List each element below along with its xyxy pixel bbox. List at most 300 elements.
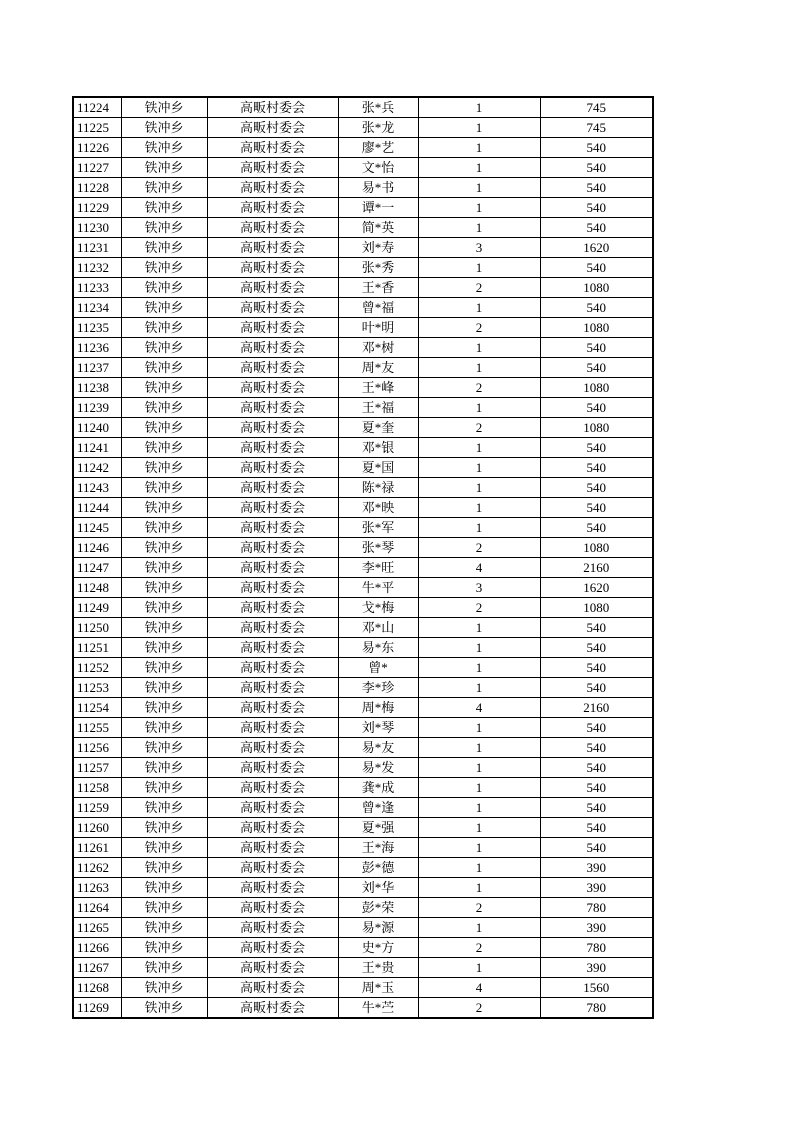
cell-village-committee: 高畈村委会 (207, 838, 338, 858)
cell-village-committee: 高畈村委会 (207, 878, 338, 898)
cell-township: 铁冲乡 (121, 778, 207, 798)
cell-record-id: 11259 (73, 798, 121, 818)
cell-person-count: 3 (418, 238, 540, 258)
table-row (73, 158, 653, 178)
cell-township: 铁冲乡 (121, 898, 207, 918)
cell-person-name: 易*友 (338, 738, 418, 758)
cell-village-committee: 高畈村委会 (207, 378, 338, 398)
cell-village-committee: 高畈村委会 (207, 618, 338, 638)
table-row (73, 518, 653, 538)
cell-person-count: 1 (418, 738, 540, 758)
cell-village-committee: 高畈村委会 (207, 898, 338, 918)
table-row (73, 558, 653, 578)
cell-record-id: 11225 (73, 118, 121, 138)
cell-person-count: 1 (418, 358, 540, 378)
cell-township: 铁冲乡 (121, 378, 207, 398)
cell-record-id: 11226 (73, 138, 121, 158)
cell-amount: 390 (540, 958, 653, 978)
cell-person-count: 1 (418, 918, 540, 938)
cell-village-committee: 高畈村委会 (207, 338, 338, 358)
cell-amount: 540 (540, 438, 653, 458)
cell-record-id: 11238 (73, 378, 121, 398)
cell-amount: 1560 (540, 978, 653, 998)
cell-person-name: 曾*逢 (338, 798, 418, 818)
cell-person-count: 1 (418, 818, 540, 838)
cell-village-committee: 高畈村委会 (207, 918, 338, 938)
cell-village-committee: 高畈村委会 (207, 138, 338, 158)
cell-township: 铁冲乡 (121, 838, 207, 858)
table-row (73, 958, 653, 978)
cell-village-committee: 高畈村委会 (207, 218, 338, 238)
cell-township: 铁冲乡 (121, 278, 207, 298)
cell-person-name: 王*福 (338, 398, 418, 418)
cell-person-count: 4 (418, 698, 540, 718)
cell-amount: 540 (540, 398, 653, 418)
cell-township: 铁冲乡 (121, 178, 207, 198)
cell-record-id: 11245 (73, 518, 121, 538)
cell-person-name: 王*香 (338, 278, 418, 298)
cell-amount: 540 (540, 818, 653, 838)
cell-record-id: 11267 (73, 958, 121, 978)
table-row (73, 818, 653, 838)
table-row (73, 198, 653, 218)
cell-village-committee: 高畈村委会 (207, 578, 338, 598)
cell-township: 铁冲乡 (121, 138, 207, 158)
cell-amount: 2160 (540, 558, 653, 578)
table-row (73, 858, 653, 878)
cell-township: 铁冲乡 (121, 578, 207, 598)
cell-village-committee: 高畈村委会 (207, 778, 338, 798)
cell-record-id: 11269 (73, 998, 121, 1019)
cell-township: 铁冲乡 (121, 438, 207, 458)
cell-amount: 745 (540, 97, 653, 118)
cell-person-name: 彭*荣 (338, 898, 418, 918)
cell-township: 铁冲乡 (121, 678, 207, 698)
cell-person-count: 1 (418, 438, 540, 458)
cell-village-committee: 高畈村委会 (207, 118, 338, 138)
cell-amount: 540 (540, 218, 653, 238)
table-row (73, 418, 653, 438)
roster-table-body (73, 97, 653, 1018)
cell-township: 铁冲乡 (121, 398, 207, 418)
cell-person-name: 陈*禄 (338, 478, 418, 498)
cell-township: 铁冲乡 (121, 878, 207, 898)
cell-person-count: 1 (418, 778, 540, 798)
cell-record-id: 11234 (73, 298, 121, 318)
cell-person-name: 戈*梅 (338, 598, 418, 618)
cell-township: 铁冲乡 (121, 718, 207, 738)
cell-person-count: 1 (418, 478, 540, 498)
cell-village-committee: 高畈村委会 (207, 498, 338, 518)
cell-amount: 780 (540, 998, 653, 1019)
cell-person-name: 王*贵 (338, 958, 418, 978)
table-row (73, 778, 653, 798)
cell-township: 铁冲乡 (121, 658, 207, 678)
cell-person-name: 张*琴 (338, 538, 418, 558)
cell-amount: 1080 (540, 378, 653, 398)
cell-person-name: 曾* (338, 658, 418, 678)
cell-village-committee: 高畈村委会 (207, 658, 338, 678)
cell-record-id: 11232 (73, 258, 121, 278)
cell-person-name: 张*兵 (338, 97, 418, 118)
table-row (73, 938, 653, 958)
table-row (73, 218, 653, 238)
cell-township: 铁冲乡 (121, 338, 207, 358)
cell-person-name: 谭*一 (338, 198, 418, 218)
cell-person-name: 邓*银 (338, 438, 418, 458)
cell-amount: 540 (540, 758, 653, 778)
cell-amount: 1620 (540, 578, 653, 598)
cell-village-committee: 高畈村委会 (207, 298, 338, 318)
cell-person-count: 1 (418, 878, 540, 898)
cell-person-name: 刘*寿 (338, 238, 418, 258)
cell-village-committee: 高畈村委会 (207, 958, 338, 978)
cell-record-id: 11257 (73, 758, 121, 778)
cell-village-committee: 高畈村委会 (207, 158, 338, 178)
cell-person-count: 1 (418, 838, 540, 858)
cell-person-count: 1 (418, 518, 540, 538)
cell-township: 铁冲乡 (121, 118, 207, 138)
cell-amount: 1080 (540, 418, 653, 438)
cell-village-committee: 高畈村委会 (207, 558, 338, 578)
table-row (73, 398, 653, 418)
cell-person-count: 1 (418, 258, 540, 278)
cell-amount: 540 (540, 678, 653, 698)
cell-township: 铁冲乡 (121, 358, 207, 378)
cell-amount: 540 (540, 798, 653, 818)
cell-village-committee: 高畈村委会 (207, 358, 338, 378)
cell-township: 铁冲乡 (121, 158, 207, 178)
cell-person-name: 易*东 (338, 638, 418, 658)
cell-person-name: 邓*树 (338, 338, 418, 358)
cell-person-count: 2 (418, 598, 540, 618)
cell-village-committee: 高畈村委会 (207, 798, 338, 818)
cell-township: 铁冲乡 (121, 238, 207, 258)
table-row (73, 498, 653, 518)
cell-person-name: 邓*山 (338, 618, 418, 638)
cell-amount: 1620 (540, 238, 653, 258)
cell-record-id: 11255 (73, 718, 121, 738)
cell-person-name: 夏*国 (338, 458, 418, 478)
cell-village-committee: 高畈村委会 (207, 638, 338, 658)
cell-record-id: 11235 (73, 318, 121, 338)
cell-person-count: 1 (418, 138, 540, 158)
cell-amount: 1080 (540, 318, 653, 338)
cell-person-name: 刘*华 (338, 878, 418, 898)
cell-township: 铁冲乡 (121, 97, 207, 118)
cell-amount: 540 (540, 658, 653, 678)
cell-amount: 540 (540, 478, 653, 498)
cell-amount: 540 (540, 298, 653, 318)
cell-township: 铁冲乡 (121, 958, 207, 978)
cell-record-id: 11261 (73, 838, 121, 858)
cell-person-count: 1 (418, 338, 540, 358)
table-row (73, 578, 653, 598)
cell-amount: 2160 (540, 698, 653, 718)
cell-person-count: 1 (418, 958, 540, 978)
table-row (73, 478, 653, 498)
cell-person-count: 1 (418, 298, 540, 318)
cell-record-id: 11244 (73, 498, 121, 518)
cell-village-committee: 高畈村委会 (207, 518, 338, 538)
cell-person-name: 李*旺 (338, 558, 418, 578)
cell-record-id: 11237 (73, 358, 121, 378)
table-row (73, 258, 653, 278)
cell-amount: 390 (540, 918, 653, 938)
table-row (73, 898, 653, 918)
cell-record-id: 11263 (73, 878, 121, 898)
cell-township: 铁冲乡 (121, 798, 207, 818)
cell-record-id: 11251 (73, 638, 121, 658)
cell-person-name: 廖*艺 (338, 138, 418, 158)
cell-person-name: 张*龙 (338, 118, 418, 138)
cell-village-committee: 高畈村委会 (207, 998, 338, 1019)
cell-record-id: 11264 (73, 898, 121, 918)
cell-person-count: 1 (418, 858, 540, 878)
cell-record-id: 11239 (73, 398, 121, 418)
table-row (73, 598, 653, 618)
cell-village-committee: 高畈村委会 (207, 318, 338, 338)
cell-amount: 1080 (540, 598, 653, 618)
table-row (73, 758, 653, 778)
cell-person-count: 2 (418, 418, 540, 438)
cell-township: 铁冲乡 (121, 638, 207, 658)
table-row (73, 458, 653, 478)
cell-amount: 1080 (540, 538, 653, 558)
cell-person-count: 4 (418, 558, 540, 578)
cell-person-count: 1 (418, 218, 540, 238)
cell-amount: 540 (540, 458, 653, 478)
cell-township: 铁冲乡 (121, 918, 207, 938)
cell-amount: 540 (540, 138, 653, 158)
table-row (73, 798, 653, 818)
cell-amount: 540 (540, 778, 653, 798)
cell-record-id: 11252 (73, 658, 121, 678)
cell-amount: 540 (540, 258, 653, 278)
cell-township: 铁冲乡 (121, 218, 207, 238)
cell-record-id: 11268 (73, 978, 121, 998)
cell-village-committee: 高畈村委会 (207, 678, 338, 698)
cell-person-count: 1 (418, 97, 540, 118)
table-row (73, 738, 653, 758)
table-row (73, 878, 653, 898)
cell-township: 铁冲乡 (121, 978, 207, 998)
cell-person-name: 叶*明 (338, 318, 418, 338)
cell-amount: 540 (540, 338, 653, 358)
cell-record-id: 11262 (73, 858, 121, 878)
cell-village-committee: 高畈村委会 (207, 278, 338, 298)
cell-person-name: 牛*苎 (338, 998, 418, 1019)
cell-township: 铁冲乡 (121, 458, 207, 478)
cell-amount: 780 (540, 938, 653, 958)
cell-village-committee: 高畈村委会 (207, 97, 338, 118)
cell-township: 铁冲乡 (121, 538, 207, 558)
cell-amount: 540 (540, 178, 653, 198)
roster-table (72, 96, 654, 1019)
table-row (73, 618, 653, 638)
cell-record-id: 11253 (73, 678, 121, 698)
cell-person-name: 史*方 (338, 938, 418, 958)
cell-person-count: 1 (418, 178, 540, 198)
cell-village-committee: 高畈村委会 (207, 178, 338, 198)
cell-person-count: 1 (418, 398, 540, 418)
cell-village-committee: 高畈村委会 (207, 858, 338, 878)
cell-record-id: 11227 (73, 158, 121, 178)
cell-township: 铁冲乡 (121, 498, 207, 518)
cell-person-count: 1 (418, 498, 540, 518)
cell-person-count: 1 (418, 198, 540, 218)
cell-person-count: 4 (418, 978, 540, 998)
cell-record-id: 11256 (73, 738, 121, 758)
table-row (73, 97, 653, 118)
cell-person-count: 1 (418, 658, 540, 678)
cell-township: 铁冲乡 (121, 858, 207, 878)
table-row (73, 238, 653, 258)
cell-record-id: 11233 (73, 278, 121, 298)
cell-record-id: 11248 (73, 578, 121, 598)
cell-person-count: 1 (418, 158, 540, 178)
cell-person-count: 1 (418, 798, 540, 818)
cell-person-count: 1 (418, 638, 540, 658)
cell-amount: 540 (540, 358, 653, 378)
cell-amount: 540 (540, 518, 653, 538)
cell-record-id: 11265 (73, 918, 121, 938)
cell-village-committee: 高畈村委会 (207, 418, 338, 438)
cell-record-id: 11229 (73, 198, 121, 218)
cell-person-count: 2 (418, 998, 540, 1019)
table-row (73, 178, 653, 198)
cell-township: 铁冲乡 (121, 198, 207, 218)
cell-amount: 540 (540, 198, 653, 218)
cell-record-id: 11258 (73, 778, 121, 798)
cell-amount: 745 (540, 118, 653, 138)
cell-amount: 390 (540, 858, 653, 878)
cell-person-name: 易*源 (338, 918, 418, 938)
cell-amount: 540 (540, 158, 653, 178)
cell-township: 铁冲乡 (121, 698, 207, 718)
table-row (73, 718, 653, 738)
cell-township: 铁冲乡 (121, 418, 207, 438)
cell-record-id: 11247 (73, 558, 121, 578)
cell-person-count: 1 (418, 758, 540, 778)
table-row (73, 358, 653, 378)
cell-township: 铁冲乡 (121, 598, 207, 618)
cell-person-name: 彭*德 (338, 858, 418, 878)
table-row (73, 118, 653, 138)
cell-person-name: 周*友 (338, 358, 418, 378)
table-row (73, 978, 653, 998)
cell-person-count: 2 (418, 378, 540, 398)
cell-person-count: 1 (418, 118, 540, 138)
cell-village-committee: 高畈村委会 (207, 718, 338, 738)
cell-village-committee: 高畈村委会 (207, 978, 338, 998)
cell-person-name: 张*秀 (338, 258, 418, 278)
cell-record-id: 11249 (73, 598, 121, 618)
cell-village-committee: 高畈村委会 (207, 458, 338, 478)
cell-village-committee: 高畈村委会 (207, 598, 338, 618)
cell-person-name: 邓*映 (338, 498, 418, 518)
cell-township: 铁冲乡 (121, 298, 207, 318)
cell-record-id: 11240 (73, 418, 121, 438)
table-row (73, 698, 653, 718)
cell-person-name: 刘*琴 (338, 718, 418, 738)
cell-person-name: 文*怡 (338, 158, 418, 178)
cell-person-count: 2 (418, 898, 540, 918)
cell-person-count: 2 (418, 938, 540, 958)
cell-village-committee: 高畈村委会 (207, 698, 338, 718)
table-row (73, 658, 653, 678)
table-row (73, 918, 653, 938)
cell-township: 铁冲乡 (121, 998, 207, 1019)
cell-person-count: 1 (418, 458, 540, 478)
table-row (73, 538, 653, 558)
cell-amount: 540 (540, 838, 653, 858)
cell-amount: 1080 (540, 278, 653, 298)
table-row (73, 638, 653, 658)
cell-village-committee: 高畈村委会 (207, 758, 338, 778)
cell-record-id: 11241 (73, 438, 121, 458)
cell-township: 铁冲乡 (121, 518, 207, 538)
cell-village-committee: 高畈村委会 (207, 398, 338, 418)
cell-record-id: 11250 (73, 618, 121, 638)
cell-person-name: 张*军 (338, 518, 418, 538)
table-row (73, 678, 653, 698)
cell-record-id: 11228 (73, 178, 121, 198)
cell-record-id: 11242 (73, 458, 121, 478)
cell-person-name: 李*珍 (338, 678, 418, 698)
table-row (73, 338, 653, 358)
cell-township: 铁冲乡 (121, 758, 207, 778)
cell-person-name: 易*发 (338, 758, 418, 778)
cell-record-id: 11231 (73, 238, 121, 258)
cell-village-committee: 高畈村委会 (207, 238, 338, 258)
cell-person-count: 1 (418, 678, 540, 698)
table-row (73, 998, 653, 1019)
cell-person-name: 王*峰 (338, 378, 418, 398)
cell-amount: 540 (540, 638, 653, 658)
cell-person-name: 周*梅 (338, 698, 418, 718)
cell-person-name: 简*英 (338, 218, 418, 238)
cell-person-count: 2 (418, 318, 540, 338)
cell-person-name: 牛*平 (338, 578, 418, 598)
cell-amount: 540 (540, 618, 653, 638)
cell-amount: 540 (540, 738, 653, 758)
cell-township: 铁冲乡 (121, 478, 207, 498)
table-row (73, 318, 653, 338)
table-row (73, 298, 653, 318)
cell-village-committee: 高畈村委会 (207, 938, 338, 958)
cell-village-committee: 高畈村委会 (207, 478, 338, 498)
cell-person-name: 易*书 (338, 178, 418, 198)
cell-person-count: 3 (418, 578, 540, 598)
cell-person-name: 夏*强 (338, 818, 418, 838)
cell-amount: 540 (540, 498, 653, 518)
cell-township: 铁冲乡 (121, 818, 207, 838)
cell-township: 铁冲乡 (121, 318, 207, 338)
cell-record-id: 11224 (73, 97, 121, 118)
cell-person-count: 1 (418, 718, 540, 738)
cell-village-committee: 高畈村委会 (207, 198, 338, 218)
cell-village-committee: 高畈村委会 (207, 738, 338, 758)
cell-person-name: 夏*奎 (338, 418, 418, 438)
cell-person-count: 1 (418, 618, 540, 638)
table-row (73, 378, 653, 398)
table-row (73, 838, 653, 858)
cell-village-committee: 高畈村委会 (207, 818, 338, 838)
cell-record-id: 11260 (73, 818, 121, 838)
cell-person-name: 王*海 (338, 838, 418, 858)
cell-record-id: 11230 (73, 218, 121, 238)
